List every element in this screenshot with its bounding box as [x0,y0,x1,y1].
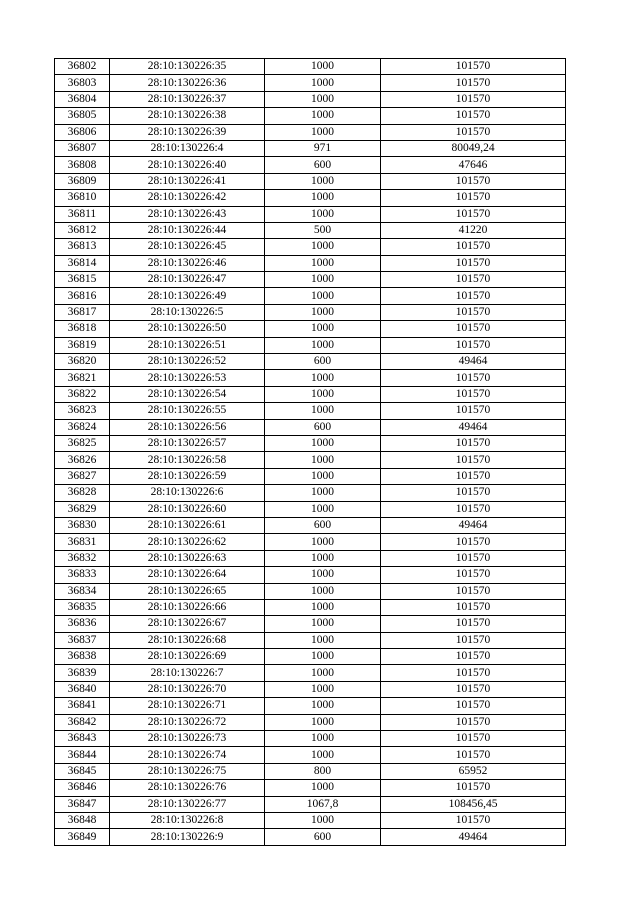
table-row [55,435,566,451]
row-number-cell: 36815 [55,272,110,288]
cadastral-number-cell: 28:10:130226:67 [110,616,265,632]
cadastral-number-cell: 28:10:130226:38 [110,108,265,124]
area-cell: 1000 [265,534,381,550]
cadastral-number-cell: 28:10:130226:53 [110,370,265,386]
table-row [55,567,566,583]
row-number-cell: 36806 [55,124,110,140]
row-number-cell: 36807 [55,140,110,156]
cadastral-number-cell: 28:10:130226:49 [110,288,265,304]
area-cell: 1000 [265,239,381,255]
value-cell: 101570 [381,386,566,402]
area-cell: 1000 [265,59,381,75]
row-number-cell: 36834 [55,583,110,599]
table-row [55,534,566,550]
cadastral-number-cell: 28:10:130226:54 [110,386,265,402]
area-cell: 1000 [265,599,381,615]
cadastral-number-cell: 28:10:130226:65 [110,583,265,599]
value-cell: 101570 [381,780,566,796]
value-cell: 101570 [381,583,566,599]
area-cell: 600 [265,517,381,533]
value-cell: 101570 [381,190,566,206]
cadastral-number-cell: 28:10:130226:62 [110,534,265,550]
table-row [55,59,566,75]
cadastral-number-cell: 28:10:130226:74 [110,747,265,763]
area-cell: 1000 [265,812,381,828]
area-cell: 1000 [265,321,381,337]
table-row [55,550,566,566]
table-row [55,681,566,697]
area-cell: 1000 [265,452,381,468]
table-body [55,59,566,846]
cadastral-number-cell: 28:10:130226:59 [110,468,265,484]
value-cell: 47646 [381,157,566,173]
value-cell: 101570 [381,599,566,615]
cadastral-number-cell: 28:10:130226:68 [110,632,265,648]
cadastral-number-cell: 28:10:130226:42 [110,190,265,206]
cadastral-number-cell: 28:10:130226:6 [110,485,265,501]
table-row [55,501,566,517]
value-cell: 101570 [381,435,566,451]
table-row [55,108,566,124]
value-cell: 101570 [381,485,566,501]
row-number-cell: 36820 [55,354,110,370]
row-number-cell: 36831 [55,534,110,550]
value-cell: 101570 [381,567,566,583]
cadastral-number-cell: 28:10:130226:71 [110,698,265,714]
area-cell: 1000 [265,681,381,697]
row-number-cell: 36839 [55,665,110,681]
cadastral-number-cell: 28:10:130226:51 [110,337,265,353]
row-number-cell: 36847 [55,796,110,812]
table-row [55,403,566,419]
row-number-cell: 36813 [55,239,110,255]
data-table [54,58,566,846]
cadastral-number-cell: 28:10:130226:5 [110,304,265,320]
table-row [55,337,566,353]
area-cell: 1000 [265,108,381,124]
value-cell: 49464 [381,354,566,370]
area-cell: 1000 [265,337,381,353]
area-cell: 1000 [265,485,381,501]
value-cell: 101570 [381,731,566,747]
table-row [55,796,566,812]
row-number-cell: 36830 [55,517,110,533]
cadastral-number-cell: 28:10:130226:9 [110,829,265,845]
value-cell: 65952 [381,763,566,779]
cadastral-number-cell: 28:10:130226:72 [110,714,265,730]
cadastral-number-cell: 28:10:130226:57 [110,435,265,451]
row-number-cell: 36846 [55,780,110,796]
cadastral-number-cell: 28:10:130226:69 [110,649,265,665]
value-cell: 101570 [381,534,566,550]
row-number-cell: 36816 [55,288,110,304]
value-cell: 101570 [381,501,566,517]
value-cell: 101570 [381,649,566,665]
area-cell: 1000 [265,616,381,632]
row-number-cell: 36837 [55,632,110,648]
row-number-cell: 36821 [55,370,110,386]
table-row [55,321,566,337]
table-row [55,763,566,779]
table-row [55,173,566,189]
value-cell: 101570 [381,59,566,75]
row-number-cell: 36802 [55,59,110,75]
row-number-cell: 36825 [55,435,110,451]
cadastral-number-cell: 28:10:130226:44 [110,222,265,238]
table-row [55,649,566,665]
cadastral-number-cell: 28:10:130226:66 [110,599,265,615]
table-row [55,288,566,304]
area-cell: 1000 [265,190,381,206]
row-number-cell: 36829 [55,501,110,517]
area-cell: 1000 [265,124,381,140]
area-cell: 600 [265,354,381,370]
area-cell: 1000 [265,75,381,91]
area-cell: 1000 [265,370,381,386]
table-row [55,124,566,140]
value-cell: 101570 [381,370,566,386]
value-cell: 101570 [381,91,566,107]
table-row [55,583,566,599]
row-number-cell: 36826 [55,452,110,468]
cadastral-number-cell: 28:10:130226:35 [110,59,265,75]
row-number-cell: 36848 [55,812,110,828]
row-number-cell: 36835 [55,599,110,615]
value-cell: 101570 [381,452,566,468]
area-cell: 1000 [265,649,381,665]
row-number-cell: 36827 [55,468,110,484]
cadastral-number-cell: 28:10:130226:52 [110,354,265,370]
value-cell: 49464 [381,517,566,533]
cadastral-number-cell: 28:10:130226:41 [110,173,265,189]
value-cell: 101570 [381,173,566,189]
row-number-cell: 36841 [55,698,110,714]
value-cell: 101570 [381,288,566,304]
table-row [55,468,566,484]
cadastral-number-cell: 28:10:130226:40 [110,157,265,173]
area-cell: 1000 [265,567,381,583]
table-row [55,731,566,747]
area-cell: 1000 [265,583,381,599]
table-row [55,714,566,730]
area-cell: 1067,8 [265,796,381,812]
value-cell: 80049,24 [381,140,566,156]
cadastral-number-cell: 28:10:130226:55 [110,403,265,419]
row-number-cell: 36832 [55,550,110,566]
area-cell: 1000 [265,435,381,451]
row-number-cell: 36818 [55,321,110,337]
row-number-cell: 36810 [55,190,110,206]
area-cell: 1000 [265,714,381,730]
area-cell: 1000 [265,91,381,107]
row-number-cell: 36809 [55,173,110,189]
table-row [55,485,566,501]
value-cell: 101570 [381,272,566,288]
value-cell: 101570 [381,321,566,337]
table-row [55,239,566,255]
table-row [55,190,566,206]
value-cell: 101570 [381,468,566,484]
value-cell: 101570 [381,403,566,419]
cadastral-number-cell: 28:10:130226:7 [110,665,265,681]
table-row [55,517,566,533]
cadastral-number-cell: 28:10:130226:4 [110,140,265,156]
table-row [55,747,566,763]
row-number-cell: 36814 [55,255,110,271]
value-cell: 101570 [381,812,566,828]
area-cell: 1000 [265,272,381,288]
table-row [55,780,566,796]
value-cell: 101570 [381,632,566,648]
area-cell: 500 [265,222,381,238]
value-cell: 101570 [381,550,566,566]
area-cell: 1000 [265,206,381,222]
cadastral-number-cell: 28:10:130226:46 [110,255,265,271]
table-row [55,370,566,386]
area-cell: 800 [265,763,381,779]
row-number-cell: 36840 [55,681,110,697]
area-cell: 1000 [265,550,381,566]
table-row [55,452,566,468]
row-number-cell: 36828 [55,485,110,501]
row-number-cell: 36845 [55,763,110,779]
table-row [55,222,566,238]
table-row [55,140,566,156]
cadastral-number-cell: 28:10:130226:43 [110,206,265,222]
table-row [55,255,566,271]
area-cell: 600 [265,157,381,173]
cadastral-number-cell: 28:10:130226:37 [110,91,265,107]
area-cell: 1000 [265,468,381,484]
value-cell: 49464 [381,829,566,845]
value-cell: 49464 [381,419,566,435]
cadastral-number-cell: 28:10:130226:61 [110,517,265,533]
row-number-cell: 36843 [55,731,110,747]
area-cell: 1000 [265,632,381,648]
value-cell: 101570 [381,714,566,730]
cadastral-number-cell: 28:10:130226:76 [110,780,265,796]
area-cell: 600 [265,829,381,845]
value-cell: 108456,45 [381,796,566,812]
table-row [55,91,566,107]
value-cell: 101570 [381,747,566,763]
table-row [55,599,566,615]
value-cell: 101570 [381,681,566,697]
row-number-cell: 36817 [55,304,110,320]
cadastral-number-cell: 28:10:130226:73 [110,731,265,747]
cadastral-number-cell: 28:10:130226:45 [110,239,265,255]
area-cell: 1000 [265,731,381,747]
area-cell: 1000 [265,288,381,304]
table-row [55,354,566,370]
area-cell: 971 [265,140,381,156]
table-row [55,272,566,288]
cadastral-number-cell: 28:10:130226:36 [110,75,265,91]
cadastral-number-cell: 28:10:130226:70 [110,681,265,697]
table-row [55,75,566,91]
row-number-cell: 36833 [55,567,110,583]
row-number-cell: 36849 [55,829,110,845]
area-cell: 1000 [265,698,381,714]
row-number-cell: 36838 [55,649,110,665]
cadastral-number-cell: 28:10:130226:39 [110,124,265,140]
value-cell: 101570 [381,616,566,632]
row-number-cell: 36804 [55,91,110,107]
table-row [55,419,566,435]
row-number-cell: 36812 [55,222,110,238]
row-number-cell: 36803 [55,75,110,91]
table-row [55,665,566,681]
value-cell: 101570 [381,124,566,140]
cadastral-number-cell: 28:10:130226:64 [110,567,265,583]
row-number-cell: 36822 [55,386,110,402]
value-cell: 101570 [381,337,566,353]
table-row [55,616,566,632]
cadastral-number-cell: 28:10:130226:58 [110,452,265,468]
area-cell: 1000 [265,665,381,681]
table-row [55,698,566,714]
row-number-cell: 36824 [55,419,110,435]
value-cell: 101570 [381,304,566,320]
table-row [55,206,566,222]
row-number-cell: 36819 [55,337,110,353]
row-number-cell: 36844 [55,747,110,763]
table-row [55,304,566,320]
cadastral-number-cell: 28:10:130226:60 [110,501,265,517]
cadastral-number-cell: 28:10:130226:63 [110,550,265,566]
area-cell: 600 [265,419,381,435]
value-cell: 101570 [381,206,566,222]
area-cell: 1000 [265,386,381,402]
area-cell: 1000 [265,501,381,517]
table-row [55,632,566,648]
row-number-cell: 36836 [55,616,110,632]
cadastral-number-cell: 28:10:130226:47 [110,272,265,288]
row-number-cell: 36808 [55,157,110,173]
area-cell: 1000 [265,403,381,419]
cadastral-number-cell: 28:10:130226:8 [110,812,265,828]
table-row [55,157,566,173]
row-number-cell: 36842 [55,714,110,730]
area-cell: 1000 [265,173,381,189]
value-cell: 101570 [381,698,566,714]
value-cell: 101570 [381,665,566,681]
value-cell: 101570 [381,108,566,124]
row-number-cell: 36805 [55,108,110,124]
cadastral-number-cell: 28:10:130226:50 [110,321,265,337]
area-cell: 1000 [265,780,381,796]
row-number-cell: 36811 [55,206,110,222]
cadastral-number-cell: 28:10:130226:56 [110,419,265,435]
value-cell: 101570 [381,75,566,91]
cadastral-number-cell: 28:10:130226:75 [110,763,265,779]
cadastral-number-cell: 28:10:130226:77 [110,796,265,812]
table-row [55,829,566,845]
area-cell: 1000 [265,255,381,271]
table-row [55,386,566,402]
value-cell: 101570 [381,255,566,271]
table-row [55,812,566,828]
area-cell: 1000 [265,304,381,320]
area-cell: 1000 [265,747,381,763]
value-cell: 101570 [381,239,566,255]
value-cell: 41220 [381,222,566,238]
row-number-cell: 36823 [55,403,110,419]
